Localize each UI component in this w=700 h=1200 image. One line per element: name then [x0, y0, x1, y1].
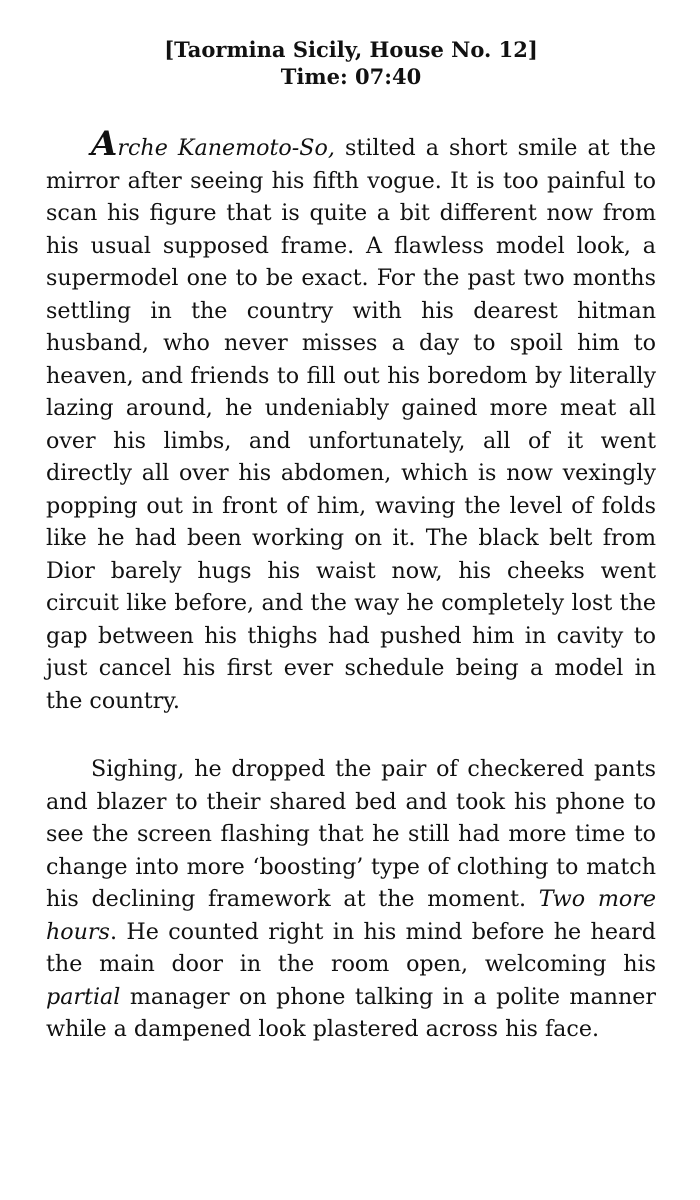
paragraph-1-text: stilted a short smile at the mirror after seeing his fifth vogue. It is too painful to scan his figure that is quite a bit different now from his usual supposed frame. A flawless model look, a supermodel one to be exact. For the past two months settling in the country with his dearest hitman husband, who never misses a day to spoil him to heaven, and friends to fill out his boredom by literally lazing around, he undeniably gained more meat all over his limbs, and unfortunately, all of it went directly all over his abdomen, which is now vexingly popping out in front of him, waving the level of folds like he had been working on it. The black belt from Dior barely hugs his waist now, his cheeks went circuit like before, and the way he completely lost the gap between his thighs had pushed him in cavity to just cancel his first ever schedule being a model in the country.	[46, 135, 656, 714]
story-paragraph-1	[46, 124, 656, 717]
paragraph-2-text-c: manager on phone talking in a polite manner while a dampened look plastered across his face.	[46, 983, 656, 1042]
drop-cap-letter: A	[91, 124, 118, 164]
paragraph-2-text-b: . He counted right in his mind before he heard the main door in the room open, welcoming his	[46, 918, 656, 977]
scene-time-heading: Time: 07:40	[280, 64, 422, 89]
character-name: rche Kanemoto-So,	[117, 135, 335, 161]
story-paragraph-2	[46, 753, 656, 1046]
scene-location-heading: [Taormina Sicily, House No. 12]	[164, 37, 538, 62]
italic-word-partial: partial	[46, 983, 121, 1010]
paragraph-2-text-a: Sighing, he dropped the pair of checkered pants and blazer to their shared bed and took his phone to see the screen flashing that he still had more time to change into more ‘boosting’ type of clothing to match his declining framework at the moment.	[46, 756, 656, 912]
reading-page	[46, 36, 656, 1046]
italic-phrase-two-more-hours: Two more hours	[46, 886, 656, 945]
